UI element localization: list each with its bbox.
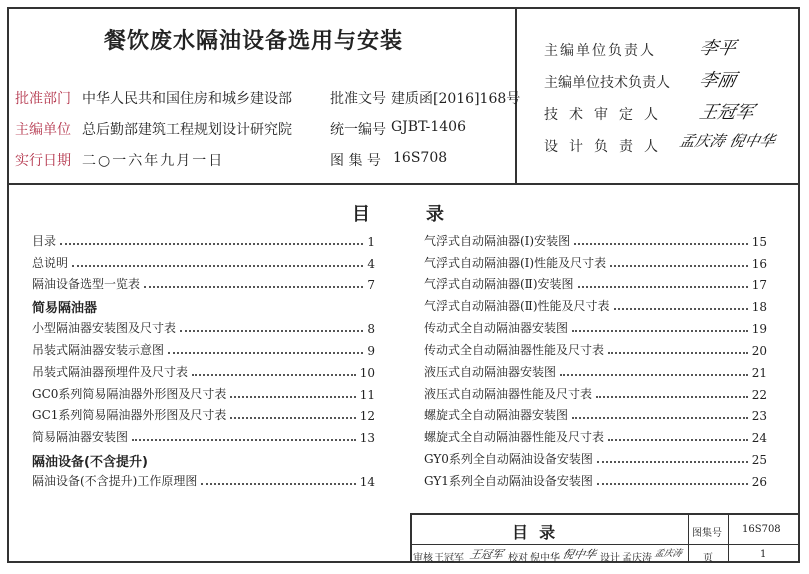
check-label: 校对 (508, 553, 528, 564)
toc-entry[interactable]: 小型隔油器安装图及尺寸表 8 (32, 321, 375, 336)
approval-number-value: 建质函[2016]168号 (391, 91, 521, 107)
toc-entry[interactable]: 液压式自动隔油器安装图 21 (424, 365, 767, 380)
atlas-number-label: 图集号 (692, 528, 722, 539)
title-block-top-border (410, 513, 800, 515)
title-block-divider (728, 513, 729, 563)
editor-unit-value: 总后勤部建筑工程规划设计研究院 (82, 122, 292, 138)
toc-title-left: 目 (352, 204, 370, 225)
responsible-role: 主编单位负责人 (544, 43, 656, 59)
toc-entry[interactable]: 气浮式自动隔油器(Ⅰ)安装图 15 (424, 234, 767, 249)
toc-entry[interactable]: 传动式全自动隔油器安装图 19 (424, 321, 767, 336)
toc-entry[interactable]: 气浮式自动隔油器(Ⅱ)性能及尺寸表 18 (424, 299, 767, 314)
signature: 李丽 (697, 70, 738, 91)
toc-title-right: 录 (426, 204, 444, 225)
review-name: 王冠军 (434, 553, 464, 564)
signature: 孟庆涛 倪中华 (677, 132, 777, 150)
toc-entry[interactable]: 液压式自动隔油器性能及尺寸表 22 (424, 387, 767, 402)
approval-department-value: 中华人民共和国住房和城乡建设部 (82, 91, 292, 107)
design-signature: 孟庆涛 (653, 549, 683, 559)
toc-entry[interactable]: 目录 1 (32, 234, 375, 249)
responsible-role: 技术审定人 (544, 107, 669, 123)
review-label: 审核 (413, 553, 433, 564)
toc-entry[interactable]: 吊装式隔油器安装示意图 9 (32, 343, 375, 358)
editor-unit-label: 主编单位 (15, 122, 71, 138)
toc-entry[interactable]: 吊装式隔油器预埋件及尺寸表 10 (32, 365, 375, 380)
check-name: 倪中华 (530, 553, 560, 564)
page-number: 1 (760, 549, 767, 560)
unified-number-label: 统一编号 (330, 122, 386, 138)
toc-entry[interactable]: GC1系列简易隔油器外形图及尺寸表 12 (32, 408, 375, 423)
approval-department-label: 批准部门 (15, 91, 71, 107)
toc-entry[interactable]: GY0系列全自动隔油设备安装图 25 (424, 452, 767, 467)
responsible-role: 主编单位技术负责人 (544, 75, 670, 91)
toc-entry[interactable]: 总说明 4 (32, 256, 375, 271)
toc-entry[interactable]: 隔油设备选型一览表 7 (32, 277, 375, 292)
signature: 李平 (697, 38, 738, 59)
toc-section-heading: 隔油设备(不含提升) (32, 455, 148, 470)
toc-entry[interactable]: 气浮式自动隔油器(Ⅰ)性能及尺寸表 16 (424, 256, 767, 271)
title-block-divider (688, 513, 689, 563)
header-divider (7, 183, 800, 185)
review-signature: 王冠军 (468, 548, 505, 561)
effective-date-label: 实行日期 (15, 153, 71, 169)
toc-entry[interactable]: 简易隔油器安装图 13 (32, 430, 375, 445)
design-label: 设计 (600, 553, 620, 564)
responsible-role: 设计负责人 (544, 139, 669, 155)
sheet-title: 目 录 (512, 523, 556, 542)
toc-section-heading: 简易隔油器 (32, 301, 98, 316)
toc-entry[interactable]: 气浮式自动隔油器(Ⅱ)安装图 17 (424, 277, 767, 292)
toc-entry[interactable]: 螺旋式全自动隔油器性能及尺寸表 24 (424, 430, 767, 445)
title-block-mid-border (410, 544, 800, 545)
atlas-number-value: 16S708 (393, 150, 448, 166)
unified-number-value: GJBT-1406 (391, 119, 466, 135)
toc-entry[interactable]: GC0系列简易隔油器外形图及尺寸表 11 (32, 387, 375, 402)
check-signature: 倪中华 (561, 548, 598, 561)
toc-entry[interactable]: 传动式全自动隔油器性能及尺寸表 20 (424, 343, 767, 358)
signature: 王冠军 (697, 102, 756, 123)
approval-number-label: 批准文号 (330, 91, 386, 107)
toc-entry[interactable]: GY1系列全自动隔油设备安装图 26 (424, 474, 767, 489)
toc-entry[interactable]: 隔油设备(不含提升)工作原理图 14 (32, 474, 375, 489)
design-name: 孟庆涛 (622, 553, 652, 564)
document-title: 餐饮废水隔油设备选用与安装 (104, 29, 404, 54)
toc-entry[interactable]: 螺旋式全自动隔油器安装图 23 (424, 408, 767, 423)
title-block-left-border (410, 513, 412, 563)
atlas-number-label: 图 集 号 (330, 153, 381, 169)
atlas-number-value: 16S708 (742, 524, 781, 535)
page-label: 页 (703, 553, 713, 564)
effective-date-value: 二○一六年九月一日 (82, 153, 225, 169)
